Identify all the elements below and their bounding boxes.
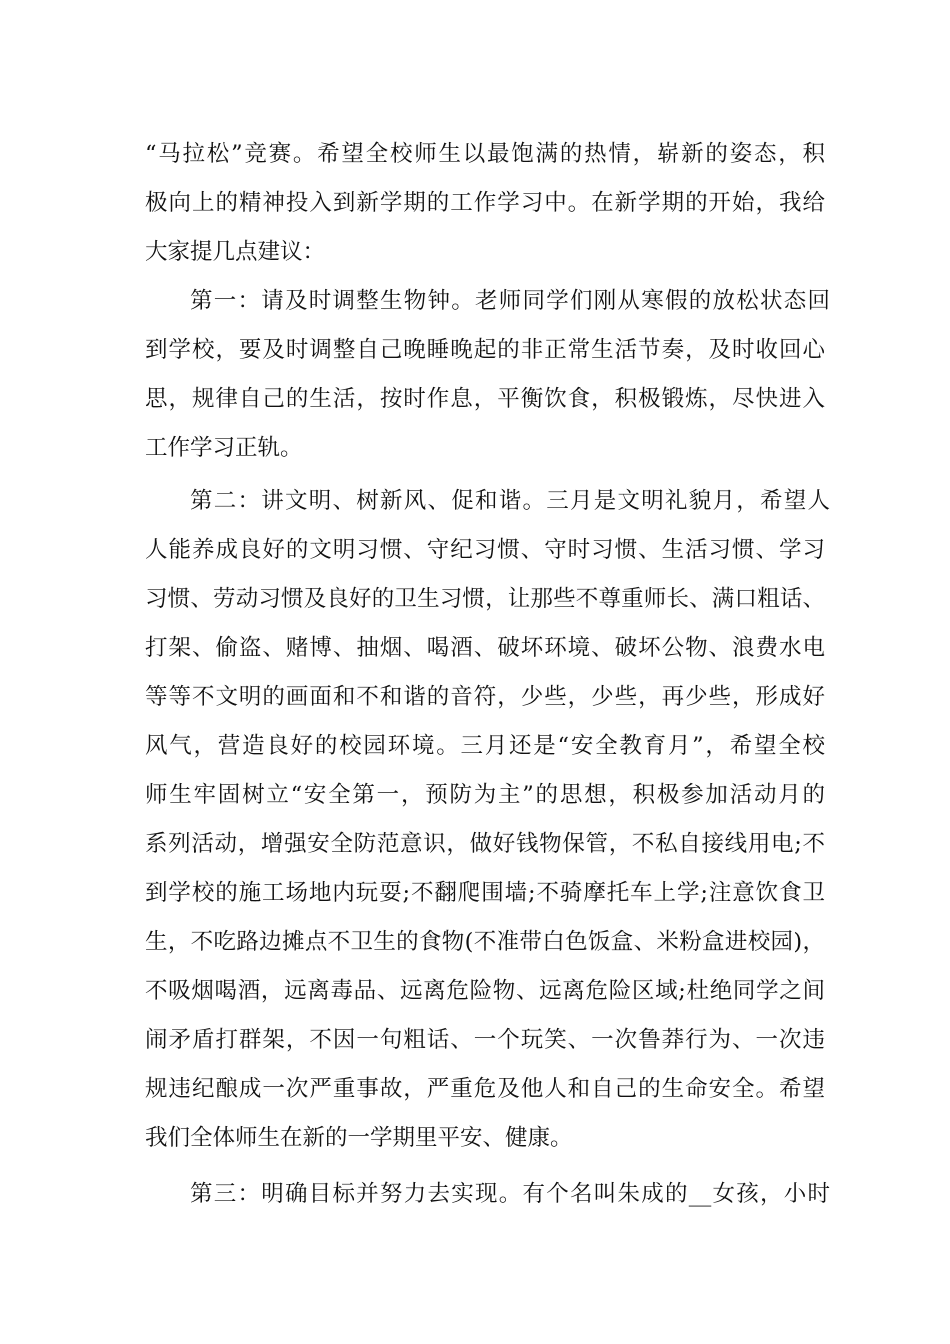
text-line-17: 生，不吃路边摊点不卫生的食物(不准带白色饭盒、米粉盒进校园)， (145, 929, 825, 955)
text-line-10: 习惯、劳动习惯及良好的卫生习惯，让那些不尊重师长、满口粗话、 (145, 586, 825, 612)
text-line-18: 不吸烟喝酒，远离毒品、远离危险物、远离危险区域;杜绝同学之间 (145, 978, 825, 1004)
text-line-13: 风气，营造良好的校园环境。三月还是“安全教育月”，希望全校 (145, 733, 825, 759)
text-line-5: 到学校，要及时调整自己晚睡晚起的非正常生活节奏，及时收回心 (145, 337, 825, 363)
text-line-19: 闹矛盾打群架，不因一句粗话、一个玩笑、一次鲁莽行为、一次违 (145, 1027, 825, 1053)
text-line-15: 系列活动，增强安全防范意识，做好钱物保管，不私自接线用电;不 (145, 831, 825, 857)
text-line-21: 我们全体师生在新的一学期里平安、健康。 (145, 1125, 573, 1151)
paragraph-3-start: 第三：明确目标并努力去实现。有个名叫朱成的__女孩，小时 (190, 1181, 830, 1207)
text-line-7: 工作学习正轨。 (145, 435, 303, 461)
text-line-16: 到学校的施工场地内玩耍;不翻爬围墙;不骑摩托车上学;注意饮食卫 (145, 880, 825, 906)
text-line-20: 规违纪酿成一次严重事故，严重危及他人和自己的生命安全。希望 (145, 1076, 825, 1102)
text-line-2: 极向上的精神投入到新学期的工作学习中。在新学期的开始，我给 (145, 190, 825, 216)
text-line-1: “马拉松”竞赛。希望全校师生以最饱满的热情，崭新的姿态，积 (145, 141, 825, 167)
paragraph-2-start: 第二：讲文明、树新风、促和谐。三月是文明礼貌月，希望人 (190, 488, 830, 514)
text-line-3: 大家提几点建议： (145, 239, 326, 265)
paragraph-1-start: 第一：请及时调整生物钟。老师同学们刚从寒假的放松状态回 (190, 288, 830, 314)
text-line-6: 思，规律自己的生活，按时作息，平衡饮食，积极锻炼，尽快进入 (145, 386, 825, 412)
text-line-11: 打架、偷盗、赌博、抽烟、喝酒、破坏环境、破坏公物、浪费水电 (145, 635, 825, 661)
text-line-14: 师生牢固树立“安全第一，预防为主”的思想，积极参加活动月的 (145, 782, 825, 808)
text-line-12: 等等不文明的画面和不和谐的音符，少些，少些，再少些，形成好 (145, 684, 825, 710)
text-line-9: 人能养成良好的文明习惯、守纪习惯、守时习惯、生活习惯、学习 (145, 537, 825, 563)
